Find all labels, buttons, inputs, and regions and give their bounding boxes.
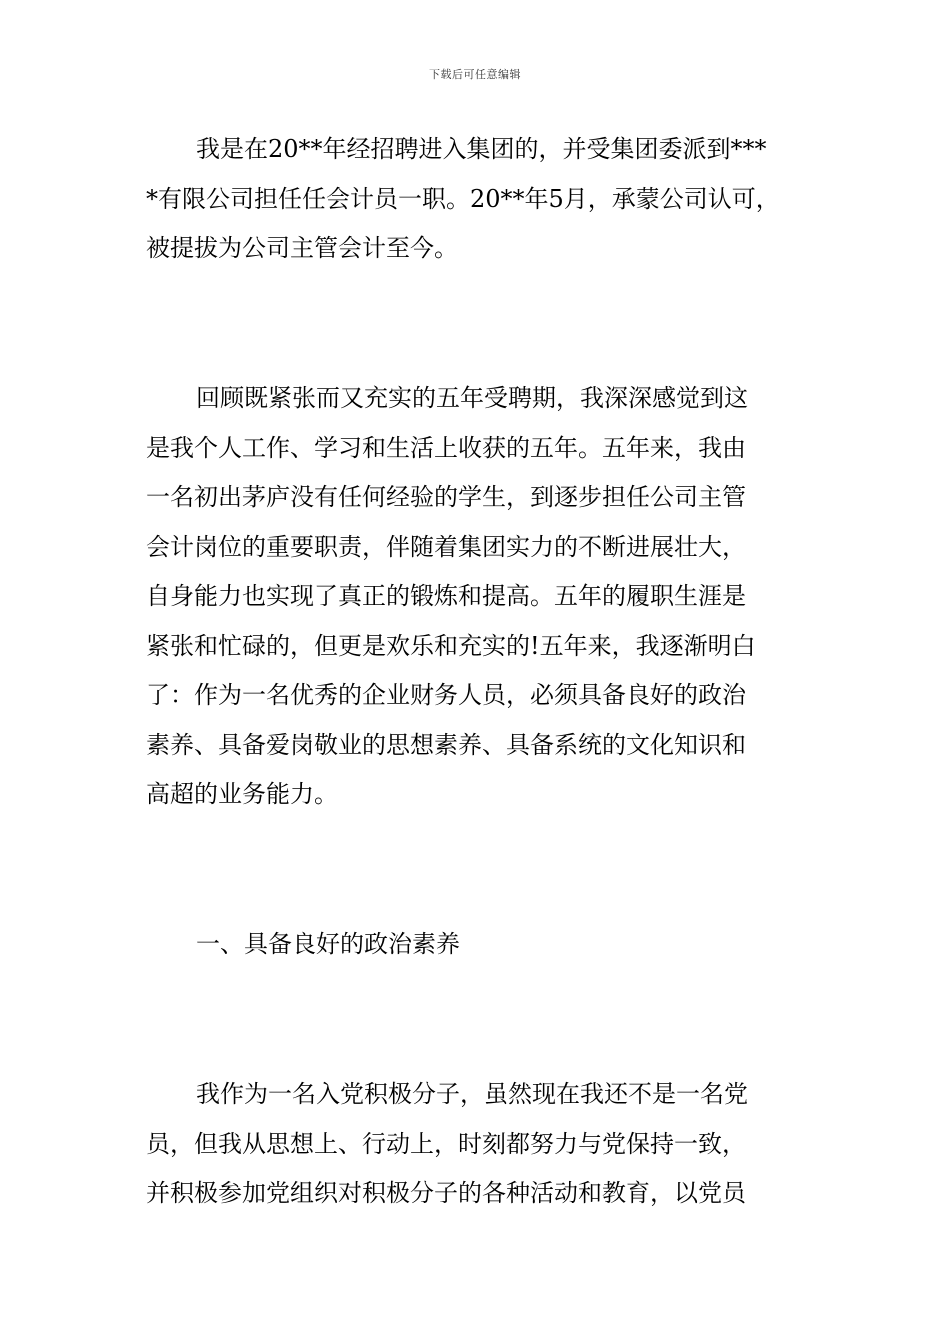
text-line: 是我个人工作、学习和生活上收获的五年。五年来，我由 — [146, 433, 746, 462]
text-line: 会计岗位的重要职责，伴随着集团实力的不断进展壮大， — [146, 532, 746, 561]
text-line: 紧张和忙碌的，但更是欢乐和充实的!五年来，我逐渐明白 — [146, 631, 756, 660]
text-line: *有限公司担任任会计员一职。20**年5月，承蒙公司认可， — [146, 184, 780, 213]
text-line: 我作为一名入党积极分子，虽然现在我还不是一名党 — [196, 1080, 748, 1108]
paragraph-review — [146, 374, 811, 820]
text-line: 素养、具备爱岗敬业的思想素养、具备系统的文化知识和 — [146, 730, 746, 759]
page-header: 下载后可任意编辑 — [429, 68, 521, 81]
text-line: 高超的业务能力。 — [146, 780, 338, 808]
text-line: 我是在20**年经招聘进入集团的，并受集团委派到*** — [196, 135, 767, 163]
text-line: 自身能力也实现了真正的锻炼和提高。五年的履职生涯是 — [146, 582, 746, 610]
text-line: 员，但我从思想上、行动上，时刻都努力与党保持一致， — [146, 1129, 746, 1158]
text-line: 并积极参加党组织对积极分子的各种活动和教育，以党员 — [146, 1179, 746, 1207]
section-heading-text: 一、具备良好的政治素养 — [196, 930, 460, 958]
text-line: 被提拔为公司主管会计至今。 — [146, 234, 458, 262]
text-line: 回顾既紧张而又充实的五年受聘期，我深深感觉到这 — [196, 384, 748, 412]
text-line: 一名初出茅庐没有任何经验的学生，到逐步担任公司主管 — [146, 483, 746, 511]
paragraph-political — [146, 1070, 811, 1219]
section-heading — [146, 920, 811, 970]
paragraph-intro — [146, 125, 811, 274]
text-line: 了：作为一名优秀的企业财务人员，必须具备良好的政治 — [146, 681, 746, 709]
